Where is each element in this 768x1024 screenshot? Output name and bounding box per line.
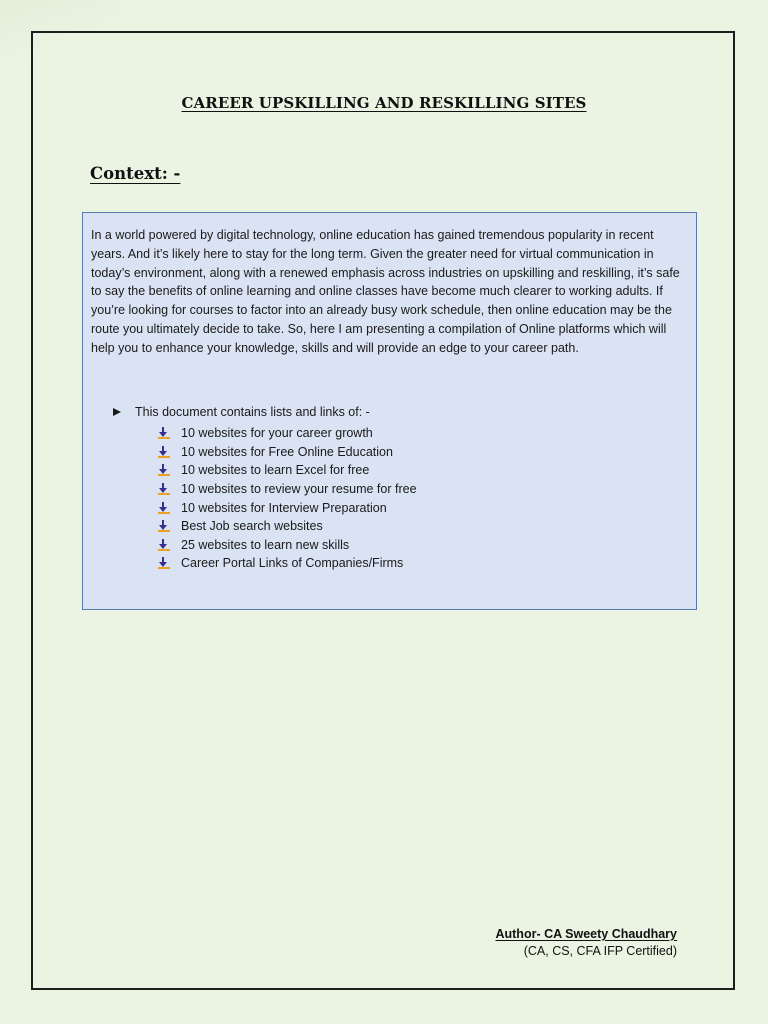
list-item-text: 10 websites for your career growth <box>181 426 373 441</box>
arrow-down-bullet-icon <box>158 539 170 551</box>
arrow-bullet-icon <box>113 408 121 416</box>
author-credentials: (CA, CS, CFA IFP Certified) <box>523 944 677 958</box>
document-title-text: CAREER UPSKILLING AND RESKILLING SITES <box>181 94 587 112</box>
arrow-down-bullet-icon <box>158 520 170 532</box>
author-block <box>495 926 677 960</box>
list-item-text: 25 websites to learn new skills <box>181 537 350 552</box>
list-item-text: 10 websites for Free Online Education <box>181 444 393 459</box>
list-item <box>158 480 417 499</box>
arrow-down-bullet-icon <box>158 464 170 476</box>
arrow-down-bullet-icon <box>158 502 170 514</box>
author-name: Author- CA Sweety Chaudhary <box>495 927 677 941</box>
list-item-text: 10 websites for Interview Preparation <box>181 500 387 515</box>
arrow-down-bullet-icon <box>158 483 170 495</box>
intro-paragraph: In a world powered by digital technology, online education has gained tremendous popularity in recent years. And it’s likely here to stay for the long term. Given the greater need for virtual communication in today’s environment, along with a renewed emphasis across industries on upskilling and reskilling, it’s safe to say the benefits of online learning and online classes have become much clearer to working adults. If you’re looking for courses to factor into an already busy work schedule, then online education may be the route you ultimately decide to take. So, here I am presenting a compilation of Online platforms which will help you to enhance your knowledge, skills and will provide an edge to your career path. <box>91 228 680 355</box>
context-heading: Context: - <box>90 164 181 183</box>
list-item <box>158 424 417 443</box>
list-item <box>158 498 417 517</box>
list-item-text: Best Job search websites <box>181 519 323 534</box>
arrow-down-bullet-icon <box>158 446 170 458</box>
list-item <box>158 517 417 536</box>
list-item <box>158 461 417 480</box>
list-lead <box>113 405 370 419</box>
document-title <box>0 94 768 112</box>
list-item-text: 10 websites to learn Excel for free <box>181 463 370 478</box>
arrow-down-bullet-icon <box>158 427 170 439</box>
arrow-down-bullet-icon <box>158 557 170 569</box>
list-item-text: Career Portal Links of Companies/Firms <box>181 556 404 571</box>
website-list <box>158 424 417 573</box>
list-lead-text: This document contains lists and links of: - <box>135 405 370 419</box>
list-item <box>158 554 417 573</box>
list-item <box>158 443 417 462</box>
list-item <box>158 536 417 555</box>
list-item-text: 10 websites to review your resume for free <box>181 482 417 497</box>
context-box <box>82 212 697 610</box>
